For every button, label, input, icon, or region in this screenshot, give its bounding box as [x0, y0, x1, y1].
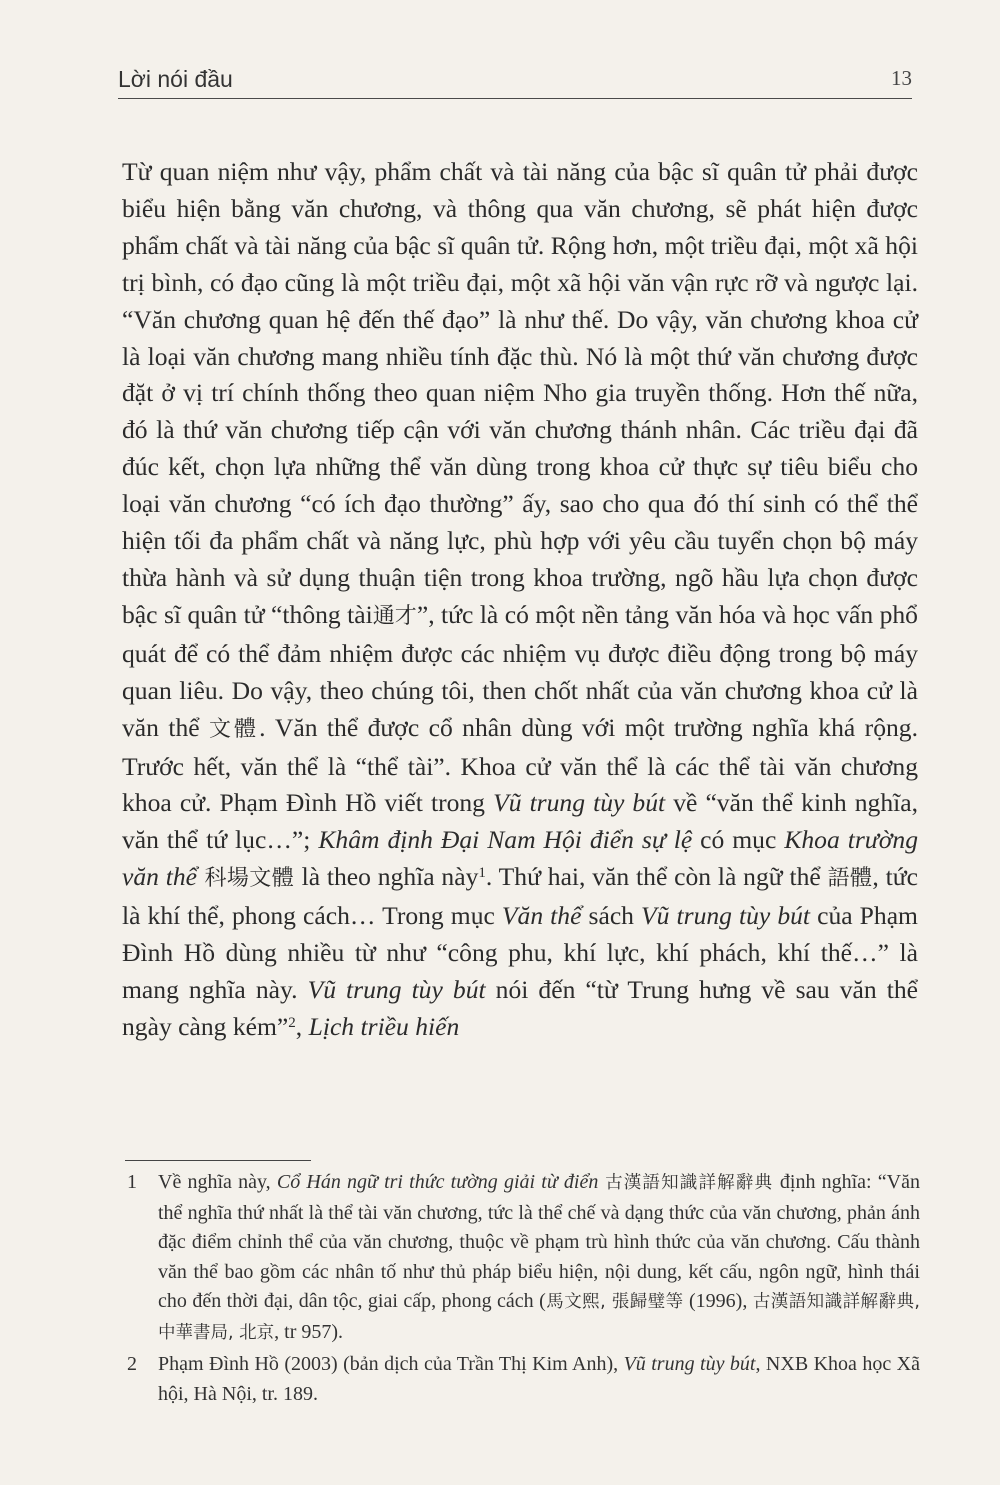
footnote-ref[interactable]: 1	[478, 865, 486, 882]
section-title: Văn thể	[501, 901, 582, 931]
text-run: . Văn thể được cổ nhân dùng với một trường nghĩa khá rộng. Trước hết, văn thể là “thể tài”. Khoa cử văn thể là các thể tài văn chương khoa cử. Phạm Đình Hồ viết trong	[122, 712, 918, 818]
running-header	[118, 62, 912, 99]
text-run: ,	[295, 1011, 309, 1041]
book-title: Lịch triều hiến	[308, 1011, 460, 1041]
text-run: ”, tức là có một nền tảng văn hóa và học vấn phổ quát để có thể đảm nhiệm được các nhiệm vụ được điều động trong bộ máy quan liêu. Do vậy, theo chúng tôi, then chốt nhất của văn chương khoa cử là văn thể	[122, 599, 918, 742]
page-number: 13	[891, 66, 912, 90]
book-title: Vũ trung tùy bút	[641, 901, 811, 931]
text-run: về “văn thể kinh nghĩa, văn thể tứ lục…”;	[122, 788, 918, 855]
cjk-term: 語體	[827, 866, 873, 892]
text-run: Phạm Đình Hồ (2003) (bản dịch của Trần Thị Kim Anh),	[158, 1353, 624, 1375]
text-run: là theo nghĩa này	[301, 862, 479, 892]
cjk-term: 古漢語知識詳解辭典, 中華書局, 北京	[158, 1292, 920, 1343]
text-run: Từ quan niệm như vậy, phẩm chất và tài năng của bậc sĩ quân tử phải được biểu hiện bằng văn chương, và thông qua văn chương, sẽ phát hiện được phẩm chất và tài năng của bậc sĩ quân tử. Rộng hơn, một triều đại, một xã hội trị bình, có đạo cũng là một triều đại, một xã hội văn vận rực rỡ và ngược lại. “Văn chương quan hệ đến thế đạo” là như thế. Do vậy, văn chương khoa cử là loại văn chương mang nhiều tính đặc thù. Nó là một thứ văn chương được đặt ở vị trí chính thống theo quan niệm Nho gia truyền thống. Hơn thế nữa, đó là thứ văn chương tiếp cận với văn chương thánh nhân. Các triều đại đã đúc kết, chọn lựa những thể văn dùng trong khoa cử thực sự tiêu biểu cho loại văn chương “có ích đạo thường” ấy, sao cho qua đó thí sinh có thể thể hiện tối đa phẩm chất và năng lực, phù hợp với yêu cầu tuyển chọn bộ máy thừa hành và sử dụng thuận tiện trong khoa trường, ngõ hầu lựa chọn được bậc sĩ quân tử “thông tài	[122, 157, 918, 629]
text-run: , tức là khí thể, phong cách… Trong mục	[122, 862, 918, 931]
text-run: nói đến “từ Trung hưng về sau văn thể ngày càng kém”	[122, 974, 919, 1041]
text-run: định nghĩa: “Văn thể nghĩa thứ nhất là thể tài văn chương, tức là thể chế và dạng thức của văn chương, phản ánh đặc điểm chỉnh thể của văn chương, thuộc về phạm trù hình thức của văn chương. Cấu thành văn thể bao gồm các nhân tố như thủ pháp biểu hiện, nội dung, kết cấu, ngôn ngữ, hình thái cho đến thời đại, dân tộc, giai cấp, phong cách (	[158, 1171, 920, 1312]
text-run: của Phạm Đình Hồ dùng nhiều từ như “công phu, khí lực, khí phách, khí thế…” là mang nghĩa này.	[122, 901, 918, 1004]
cjk-term: 通才	[372, 603, 417, 629]
text-run: , tr 957).	[274, 1320, 344, 1343]
section-title: Khoa trường văn thể	[122, 825, 918, 892]
text-run: . Thứ hai, văn thể còn là ngữ thể	[485, 862, 828, 892]
book-title: Vũ trung tùy bút	[623, 1353, 756, 1375]
footnotes	[125, 1168, 920, 1409]
cjk-term: 馬文熙, 張歸璧等	[545, 1292, 684, 1312]
text-run: , NXB Khoa học Xã hội, Hà Nội, tr. 189.	[158, 1353, 921, 1405]
text-run: có mục	[692, 825, 785, 855]
footnote	[125, 1168, 920, 1348]
cjk-term: 古漢語知識詳解辭典	[598, 1173, 780, 1193]
cjk-term: 文體	[209, 716, 260, 742]
text-run: sách	[581, 901, 642, 931]
footnote-ref[interactable]: 2	[288, 1014, 296, 1031]
book-title: Cổ Hán ngữ tri thức tường giải từ điển	[276, 1171, 599, 1193]
footnote-divider	[125, 1160, 311, 1161]
footnote-number: 1	[127, 1171, 137, 1193]
footnote-number: 2	[127, 1353, 137, 1375]
cjk-term: 科場文體	[197, 866, 302, 892]
book-title: Vũ trung tùy bút	[307, 974, 486, 1004]
footnote	[125, 1350, 920, 1409]
book-title: Vũ trung tùy bút	[493, 788, 666, 818]
text-run: Về nghĩa này,	[158, 1171, 277, 1193]
running-title: Lời nói đầu	[118, 66, 233, 92]
body-paragraph	[122, 154, 918, 1046]
text-run: (1996),	[683, 1290, 753, 1312]
book-title: Khâm định Đại Nam Hội điển sự lệ	[318, 825, 693, 855]
